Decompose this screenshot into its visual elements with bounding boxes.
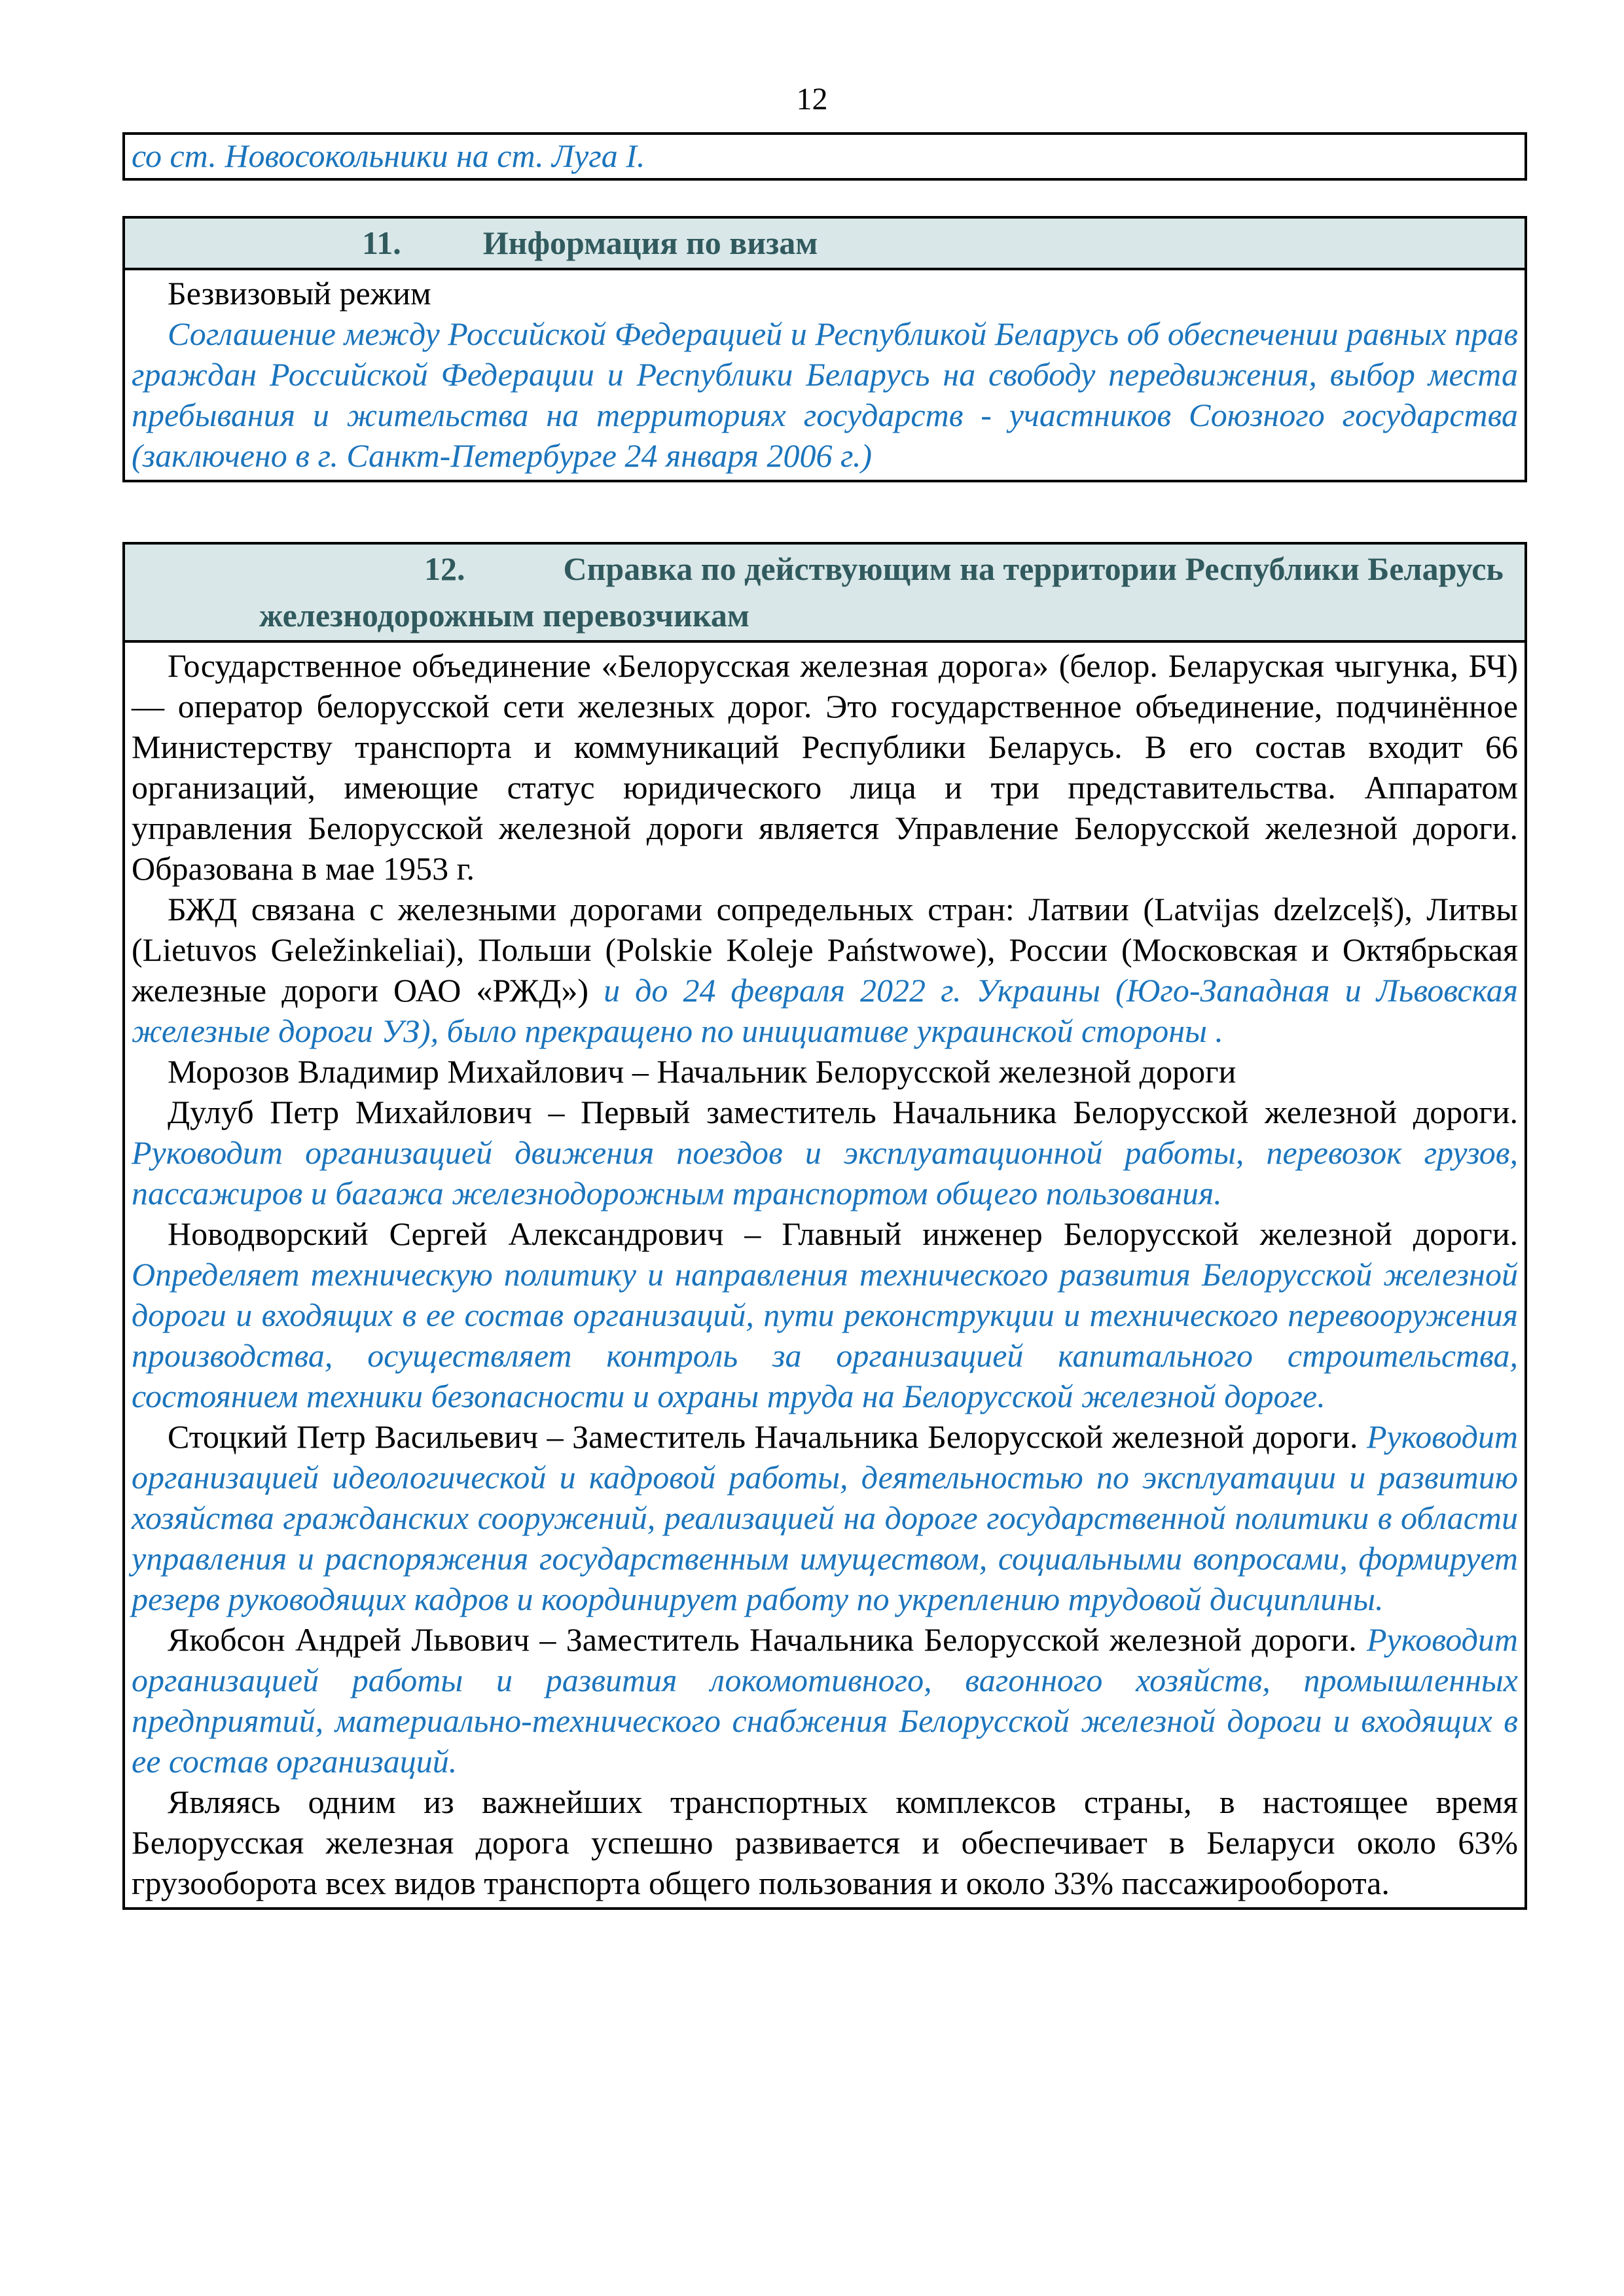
paragraph bbox=[132, 1416, 1518, 1619]
paragraph bbox=[132, 645, 1518, 889]
route-note-text: со ст. Новосокольники на ст. Луга I. bbox=[132, 137, 645, 174]
text-run: Руководит организацией идеологической и кадровой работы, деятельностью по эксплуатации и развитию хозяйства гражданских сооружений, реализацией на дороге государственной политики в области управления и распоряжения государственным имуществом, социальными вопросами, формирует резерв руководящих кадров и координирует работу по укреплению трудовой дисциплины. bbox=[132, 1418, 1518, 1617]
paragraph bbox=[132, 1619, 1518, 1782]
paragraph bbox=[132, 889, 1518, 1051]
paragraph bbox=[132, 1213, 1518, 1416]
section-visa-info-body bbox=[125, 270, 1525, 480]
text-run: Являясь одним из важнейших транспортных комплексов страны, в настоящее время Белорусская железная дорога успешно развивается и обеспечивает в Беларуси около 63% грузооборота всех видов транспорта общего пользования и около 33% пассажирооборота. bbox=[132, 1784, 1518, 1901]
text-run: Якобсон Андрей Львович – Заместитель Начальника Белорусской железной дороги. bbox=[168, 1621, 1367, 1658]
section-number: 11. bbox=[362, 224, 401, 261]
text-run: Соглашение между Российской Федерацией и Республикой Беларусь об обеспечении равных прав граждан Российской Федерации и Республики Беларусь на свободу передвижения, выбор места пребывания и жительства на территориях государств - участников Союзного государства (заключено в г. Санкт-Петербурге 24 января 2006 г.) bbox=[132, 315, 1518, 474]
paragraph bbox=[132, 1782, 1518, 1903]
text-run: Руководит организацией движения поездов и эксплуатационной работы, перевозок грузов, пассажиров и багажа железнодорожным транспортом общего пользования. bbox=[132, 1134, 1518, 1211]
section-visa-info bbox=[122, 216, 1527, 482]
text-run: и до 24 февраля 2022 г. Украины (Юго-Западная и Львовская железные дороги УЗ), было прекращено по инициативе украинской стороны . bbox=[132, 972, 1518, 1049]
text-run: Руководит организацией работы и развития локомотивного, вагонного хозяйств, промышленных предприятий, материально-технического снабжения Белорусской железной дороги и входящих в ее состав организаций. bbox=[132, 1621, 1518, 1780]
text-run: Морозов Владимир Михайлович – Начальник Белорусской железной дороги bbox=[168, 1053, 1236, 1090]
section-visa-info-header bbox=[125, 219, 1525, 270]
text-run: Стоцкий Петр Васильевич – Заместитель Начальника Белорусской железной дороги. bbox=[168, 1418, 1367, 1455]
page-number: 12 bbox=[796, 82, 828, 117]
section-title: Справка по действующим на территории Республики Беларусь железнодорожным перевозчикам bbox=[259, 550, 1504, 634]
section-heading-line bbox=[259, 220, 1515, 266]
paragraph bbox=[132, 1092, 1518, 1213]
text-run: Определяет техническую политику и направления технического развития Белорусской железной дороги и входящих в ее состав организаций, пути реконструкции и технического перевооружения производства, осуществляет контроль за организацией капитального строительства, состоянием техники безопасности и охраны труда на Белорусской железной дороге. bbox=[132, 1256, 1518, 1414]
text-run: Безвизовый режим bbox=[168, 275, 431, 312]
text-run: Государственное объединение «Белорусская железная дорога» (белор. Беларуская чыгунка, БЧ) — оператор белорусской сети железных дорог. Это государственное объединение, подчинённое Министерству транспорта и коммуникаций Республики Беларусь. В его состав входит 66 организаций, имеющие статус юридического лица и три представительства. Аппаратом управления Белорусской железной дороги является Управление Белорусской железной дороги. Образована в мае 1953 г. bbox=[132, 647, 1518, 887]
route-note-cell bbox=[122, 132, 1527, 181]
paragraph bbox=[132, 273, 1518, 314]
section-rail-carriers-body bbox=[125, 643, 1525, 1907]
text-run: Дулуб Петр Михайлович – Первый заместитель Начальника Белорусской железной дороги. bbox=[168, 1094, 1518, 1130]
text-run: Новодворский Сергей Александрович – Главный инженер Белорусской железной дороги. bbox=[168, 1215, 1518, 1252]
section-number: 12. bbox=[424, 550, 465, 587]
section-title: Информация по визам bbox=[482, 224, 818, 261]
section-heading-line bbox=[259, 546, 1515, 639]
paragraph bbox=[132, 314, 1518, 476]
text-run: БЖД связана с железными дорогами сопредельных стран: Латвии (Latvijas dzelzceļš), Литвы (Lietuvos Geležinkeliai), Польши (Polskie Koleje Państwowe), России (Московская и Октябрьская железные дороги ОАО «РЖД») bbox=[132, 891, 1518, 1009]
section-rail-carriers-header bbox=[125, 545, 1525, 643]
paragraph bbox=[132, 1051, 1518, 1092]
section-rail-carriers bbox=[122, 542, 1527, 1910]
